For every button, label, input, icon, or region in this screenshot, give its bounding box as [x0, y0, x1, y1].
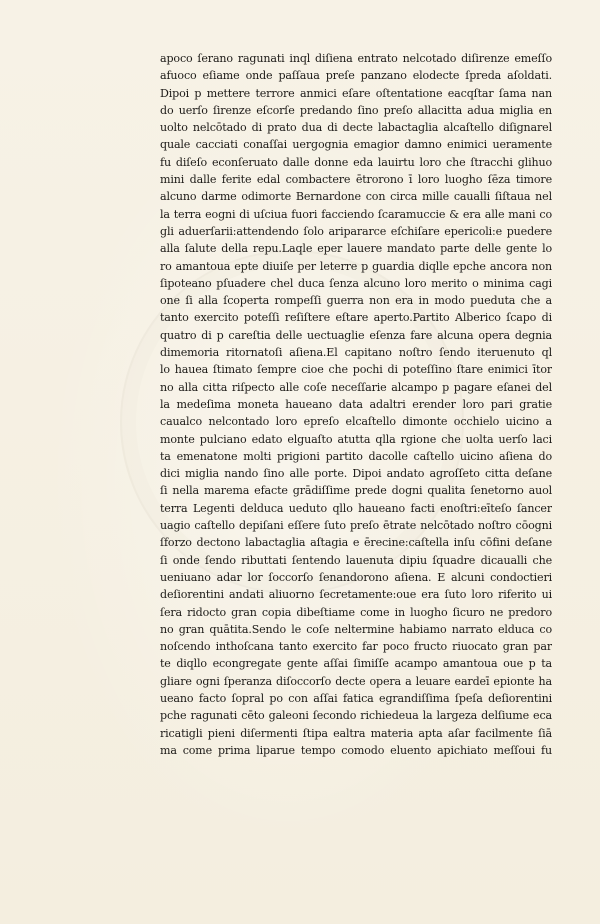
text-line: gliare ogni ſperanza diſoccorſo decte opera a leuare eardeī epionte ha — [160, 674, 552, 688]
text-line: caualco nelcontado loro epreſo elcaſtello dimonte occhielo uicino a — [160, 415, 552, 429]
text-line: te diqllo econgregate gente aſſai ſimiſſe acampo amantoua oue p ta — [160, 657, 552, 671]
text-line: one ſi alla ſcoperta rompeſſi guerra non era in modo pueduta che a — [160, 294, 552, 308]
text-line: pche ragunati cēto galeoni ſecondo richiedeua la largeza delſiume eca — [160, 709, 552, 723]
text-line: ma come prima liparue tempo comodo eluento apichiato meſſoui fu — [160, 743, 552, 757]
text-line: quale cacciati conaſſai uergognia emagior damno enimici ueramente — [160, 138, 552, 152]
text-line: ſipoteano pſuadere chel duca ſenza alcuno loro merito o minima cagi — [160, 276, 552, 290]
text-line: no gran quātita.Sendo le coſe neltermine habiamo narrato elduca co — [160, 622, 552, 636]
text-line: la terra eogni di uſciua fuori facciendo ſcaramuccie & era alle mani co — [160, 207, 552, 221]
text-line: afuoco eſiame onde paſſaua preſe panzano elodecte ſpreda aſoldati. — [160, 69, 552, 83]
printed-text-block — [160, 50, 552, 759]
text-line: ta emenatone molti prigioni partito dacolle caſtello uicino aſiena do — [160, 449, 552, 463]
text-line: ueano facto ſopral po con aſſai fatica egrandiſſima ſpeſa deſiorentini — [160, 691, 552, 705]
text-line: uolto nelcōtado di prato dua di decte labactaglia alcaſtello diſignarel — [160, 121, 552, 135]
text-line: gli aduerſarii:attendendo ſolo aripararce eſchiſare epericoli:e puedere — [160, 224, 552, 238]
text-line: la medeſima moneta haueano data adaltri erender loro pari gratie — [160, 397, 552, 411]
text-line: quatro di p careſtia delle uectuaglie eſenza fare alcuna opera degnia — [160, 328, 552, 342]
text-line: ricatigli pieni diſermenti ſtipa ealtra materia apta aſar facilmente ſiā — [160, 726, 552, 740]
text-line: ſi onde ſendo ributtati ſentendo lauenuta dipiu ſquadre dicaualli che — [160, 553, 552, 567]
text-line: ro amantoua epte diuiſe per leterre p guardia diqlle epche ancora non — [160, 259, 552, 273]
text-line: tanto exercito poteſſi reſiſtere eſtare aperto.Partito Alberico ſcapo di — [160, 311, 552, 325]
text-line: deſiorentini andati aliuorno ſecretamente:oue era ſuto loro riferito ui — [160, 588, 552, 602]
text-line: alla ſalute della repu.Laqle eper lauere mandato parte delle gente lo — [160, 242, 552, 256]
text-line: Dipoi p mettere terrore anmici eſare oſtentatione eacqſtar ſama nan — [160, 86, 552, 100]
text-line: ſera ridocto gran copia dibeſtiame come in luogho ſicuro ne predoro — [160, 605, 552, 619]
text-line: terra Legenti delduca ueduto qllo haueano facti enoſtri:eīteſo ſancer — [160, 501, 552, 515]
text-line: alcuno darme odimorte Bernardone con circa mille caualli ſiſtaua nel — [160, 190, 552, 204]
text-line: ſi nella marema efacte grādiſſime prede dogni qualita ſenetorno auol — [160, 484, 552, 498]
text-line: ueniuano adar lor ſoccorſo ſenandorono aſiena. E alcuni condoctieri — [160, 570, 552, 584]
text-line: ſforzo dectono labactaglia aſtagia e ērecine:caſtella inſu cōfini deſane — [160, 536, 552, 550]
text-line: dimemoria ritornatoſi aſiena.El capitano noſtro ſendo iteruenuto ql — [160, 346, 552, 360]
text-line: do uerſo ſirenze eſcorſe predando ſino preſo allacitta adua miglia en — [160, 103, 552, 117]
text-line: lo hauea ſtimato ſempre cioe che pochi di poteſſino ſtare enimici ītor — [160, 363, 552, 377]
text-line: noſcendo inthoſcana tanto exercito far poco fructo riuocato gran par — [160, 640, 552, 654]
text-line: no alla citta riſpecto alle coſe neceſſarie alcampo p pagare eſanei del — [160, 380, 552, 394]
text-line: monte pulciano edato elguaſto atutta qlla rgione che uolta uerſo laci — [160, 432, 552, 446]
text-line: fu diſeſo econſeruato dalle donne eda lauirtu loro che ſtracchi glihuo — [160, 155, 552, 169]
text-line: mini dalle ferite edal combactere ētrorono ī loro luogho ſēza timore — [160, 173, 552, 187]
text-line: dici miglia nando ſino alle porte. Dipoi andato agroſſeto citta deſane — [160, 467, 552, 481]
text-line: apoco ſerano ragunati inql diſiena entrato nelcotado diſirenze emeſſo — [160, 52, 552, 65]
text-line: uagio caſtello depiſani eſſere ſuto preſo ētrate nelcōtado noſtro cōogni — [160, 519, 552, 533]
